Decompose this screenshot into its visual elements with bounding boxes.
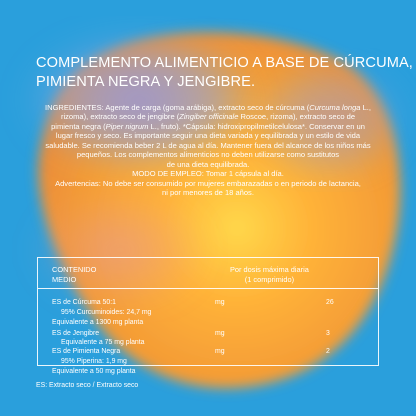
table-row-name: ES de Jengibre — [52, 330, 100, 337]
table-row-unit: mg — [215, 330, 225, 337]
ingredients-text: INGREDIENTES: Agente de carga (goma arábiga), extracto seco de cúrcuma ( — [45, 103, 310, 112]
table-header-dose-line-2: (1 comprimido) — [244, 275, 295, 284]
product-title — [36, 54, 413, 92]
table-row — [38, 309, 378, 318]
table-row-value: 26 — [326, 299, 334, 306]
ingredients-line-2 — [34, 112, 382, 121]
ingredients-line-1 — [34, 103, 382, 112]
product-title-line-2: PIMIENTA NEGRA Y JENGIBRE. — [36, 74, 256, 90]
table-row — [38, 330, 378, 339]
table-row — [38, 339, 378, 348]
table-row — [38, 299, 378, 308]
table-row — [38, 319, 378, 328]
table-row-value: 2 — [326, 348, 330, 355]
table-row — [38, 348, 378, 357]
table-row — [38, 368, 378, 377]
ingredients-text: pimienta negra ( — [51, 121, 106, 131]
ingredients-line-4: lugar fresco y seco. Es importante seguir una dieta variada y equilibrada y un estilo de vida — [55, 131, 361, 141]
product-title-line-1: COMPLEMENTO ALIMENTICIO A BASE DE CÚRCUMA, — [36, 55, 413, 71]
ingredients-text: rizoma), extracto seco de jengibre ( — [60, 112, 180, 122]
table-row-name: 95% Curcuminoides: 24,7 mg — [61, 309, 152, 316]
table-row-unit: mg — [215, 348, 225, 355]
ingredients-text: L., — [360, 103, 371, 112]
table-row — [38, 272, 378, 281]
ingredients-latin-name: Zingiber officinale — [179, 112, 239, 122]
table-row-name: 95% Piperina: 1,9 mg — [61, 358, 127, 365]
ingredients-latin-name: Curcuma longa — [309, 103, 361, 112]
warnings-line-2: ni por menores de 18 años. — [162, 188, 254, 198]
ingredients-text: L., fruto). *Cápsula: hidroxipropilmetilcelulosa*. Conservar en un — [148, 121, 365, 131]
table-row — [38, 358, 378, 367]
table-row-name: Equivalente a 50 mg planta — [52, 368, 136, 375]
table-header-content-line-1: CONTENIDO — [52, 265, 97, 274]
table-header-content-line-2: MEDIO — [52, 275, 77, 284]
table-divider — [38, 288, 378, 289]
ingredients-line-6: pequeños. Los complementos alimenticios no deben utilizarse como sustitutos — [76, 150, 340, 160]
table-row-name: ES de Pimienta Negra — [52, 348, 121, 355]
warnings-line-1: Advertencias: No debe ser consumido por mujeres embarazadas o en periodo de lactancia, — [55, 178, 361, 188]
table-row-name: Equivalente a 1300 mg planta — [52, 319, 144, 326]
ingredients-line-3 — [34, 122, 382, 131]
ingredients-block — [34, 103, 382, 198]
ingredients-line-7: de una dieta equilibrada. — [166, 159, 250, 169]
ingredients-text: Roscoe, rizoma), extracto seco de — [238, 112, 356, 122]
ingredients-latin-name: Piper nigrum — [105, 121, 149, 131]
usage-instructions: MODO DE EMPLEO: Tomar 1 cápsula al día. — [132, 169, 284, 179]
nutrition-table — [37, 257, 379, 375]
table-row-name: Equivalente a 75 mg planta — [61, 339, 145, 346]
table-row-unit: mg — [215, 299, 225, 306]
table-header-dose-line-1: Por dosis máxima diaria — [230, 265, 309, 274]
table-row-value: 3 — [326, 330, 330, 337]
ingredients-line-5: saludable. Se recomienda beber 2 L de agua al día. Mantener fuera del alcance de los niños más — [45, 140, 371, 150]
table-row-name: ES de Cúrcuma 50:1 — [52, 299, 116, 306]
footnote: ES: Extracto seco / Extracto seco — [36, 382, 139, 389]
